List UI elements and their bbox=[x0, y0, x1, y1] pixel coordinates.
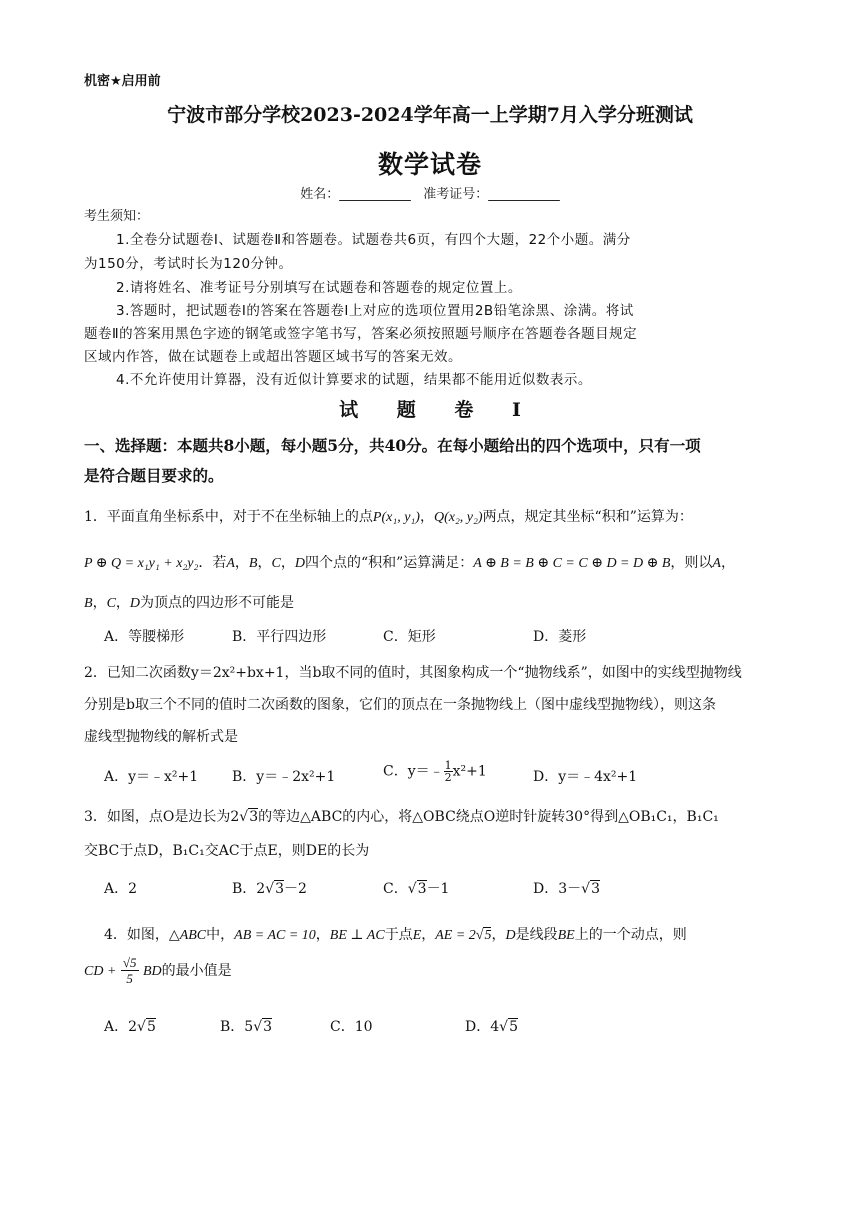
notice-line: 3.答题时，把试题卷Ⅰ的答案在答题卷Ⅰ上对应的选项位置用2B铅笔涂黑、涂满。将试 bbox=[116, 303, 634, 319]
section-heading: 一、选择题：本题共8小题，每小题5分，共40分。在每小题给出的四个选项中，只有一项 bbox=[84, 436, 701, 455]
name-label: 姓名： bbox=[300, 187, 340, 202]
question-4-line2: CD + $\frac{√5}{5}$ BD的最小值是 bbox=[84, 955, 232, 986]
volume-title: 试 题 卷 Ⅰ bbox=[339, 399, 521, 421]
q1-option-d: D．菱形 bbox=[533, 629, 587, 645]
q1-option-b: B．平行四边形 bbox=[232, 629, 327, 645]
notice-heading: 考生须知： bbox=[84, 209, 150, 224]
question-1-line2: P ⊕ Q = x₁y₁ + x₂y₂．若A，B，C，D四个点的“积和”运算满足：A ⊕ B = B ⊕ C = C ⊕ D = D ⊕ B，则以A， bbox=[84, 555, 735, 571]
q4-option-b: B．5√3 bbox=[220, 1019, 273, 1035]
question-1-line1: 1．平面直角坐标系中，对于不在坐标轴上的点P(x₁, y₁)，Q(x₂, y₂)两点，规定其坐标“积和”运算为： bbox=[84, 509, 693, 525]
school-title: 宁波市部分学校2023-2024学年高一上学期7月入学分班测试 bbox=[167, 104, 693, 126]
q4-option-d: D．4√5 bbox=[465, 1019, 518, 1035]
q3-option-a: A．2 bbox=[104, 881, 138, 897]
condition-equation: A ⊕ B = B ⊕ C = C ⊕ D = D ⊕ B bbox=[473, 556, 671, 571]
notice-line: 4.不允许使用计算器，没有近似计算要求的试题，结果都不能用近似数表示。 bbox=[116, 372, 592, 388]
notice-line: 2.请将姓名、准考证号分别填写在试题卷和答题卷的规定位置上。 bbox=[116, 280, 522, 296]
q3-option-b: B．2√3－2 bbox=[232, 881, 307, 897]
q2-option-c: C．y＝﹣ $\frac{1}{2}$ x²+1 bbox=[383, 759, 487, 784]
question-3-line2: 交BC于点D，B₁C₁交AC于点E，则DE的长为 bbox=[84, 843, 370, 859]
question-2-line2: 分别是b取三个不同的值时二次函数的图象，它们的顶点在一条抛物线上（图中虚线型抛物线），则这条 bbox=[84, 697, 716, 713]
question-2-line3: 虚线型抛物线的解析式是 bbox=[84, 729, 238, 745]
fraction: $\frac{√5}{5}$ bbox=[122, 955, 137, 986]
point-q: Q(x₂, y₂) bbox=[433, 510, 483, 525]
question-1-line3: B，C，D为顶点的四边形不可能是 bbox=[84, 595, 295, 611]
q2-option-d: D．y＝﹣4x²+1 bbox=[533, 769, 638, 785]
q2-option-b: B．y＝﹣2x²+1 bbox=[232, 769, 336, 785]
candidate-fields bbox=[0, 183, 860, 202]
section-heading-cont: 是符合题目要求的。 bbox=[84, 466, 224, 485]
id-blank: ___________ bbox=[488, 187, 560, 202]
q1-option-a: A．等腰梯形 bbox=[104, 629, 185, 645]
question-4-line1: 4．如图，△ABC中，AB = AC = 10，BE ⊥ AC于点E，AE = 2√5，D是线段BE上的一个动点，则 bbox=[104, 927, 687, 943]
fraction: $\frac{1}{2}$ bbox=[444, 759, 452, 784]
q3-option-d: D．3－√3 bbox=[533, 881, 600, 897]
operation-definition: P ⊕ Q = x₁y₁ + x₂y₂ bbox=[84, 556, 199, 571]
question-3-line1: 3．如图，点O是边长为2√3的等边△ABC的内心，将△OBC绕点O逆时针旋转30°得到△OB₁C₁，B₁C₁ bbox=[84, 809, 719, 825]
id-label: 准考证号： bbox=[423, 187, 489, 202]
q3-option-c: C．√3－1 bbox=[383, 881, 450, 897]
name-blank: ___________ bbox=[339, 187, 411, 202]
question-2-line1: 2．已知二次函数y＝2x²+bx+1，当b取不同的值时，其图象构成一个“抛物线系”，如图中的实线型抛物线 bbox=[84, 665, 742, 681]
point-p: P(x₁, y₁) bbox=[372, 510, 420, 525]
notice-line: 为150分，考试时长为120分钟。 bbox=[84, 256, 293, 272]
notice-line: 1.全卷分试题卷Ⅰ、试题卷Ⅱ和答题卷。试题卷共6页，有四个大题，22个小题。满分 bbox=[116, 232, 631, 248]
q4-option-c: C．10 bbox=[330, 1019, 373, 1035]
exam-title: 数学试卷 bbox=[377, 150, 482, 179]
q2-option-a: A．y＝﹣x²+1 bbox=[104, 769, 199, 785]
confidential-mark: 机密★启用前 bbox=[84, 74, 161, 89]
q1-option-c: C．矩形 bbox=[383, 629, 436, 645]
notice-line: 区域内作答，做在试题卷上或超出答题区域书写的答案无效。 bbox=[84, 349, 462, 365]
q4-option-a: A．2√5 bbox=[104, 1019, 156, 1035]
notice-line: 题卷Ⅱ的答案用黑色字迹的钢笔或签字笔书写，答案必须按照题号顺序在答题卷各题目规定 bbox=[84, 326, 638, 342]
